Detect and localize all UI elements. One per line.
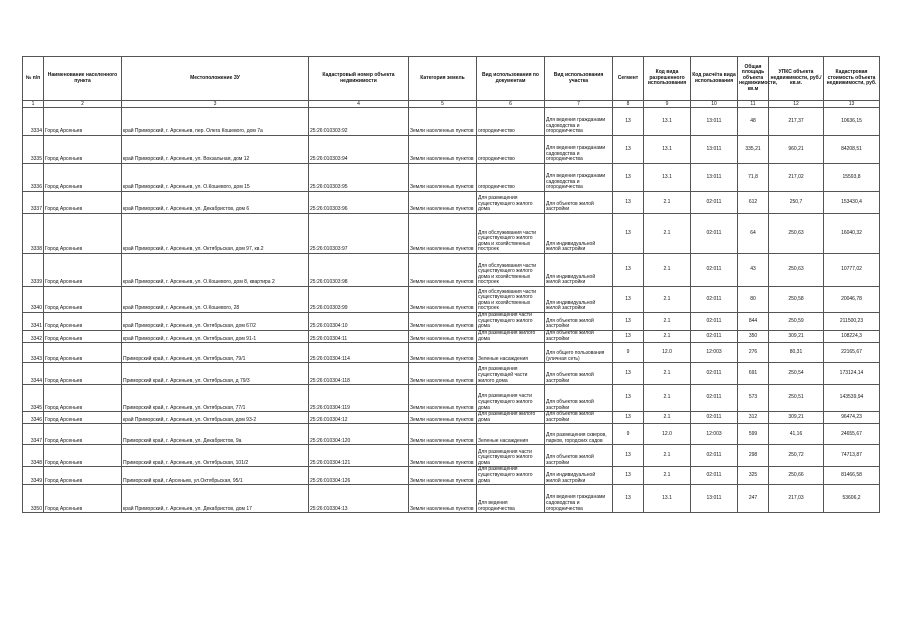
permitted-use-code: 2.1: [644, 467, 691, 485]
column-header: Наименование населенного пункта: [44, 57, 122, 101]
unit-cadastral-value: 250,54: [769, 363, 824, 385]
table-row: [23, 108, 880, 136]
documented-use: Для обслуживания части существующего жилого дома и хозяйственных построек: [477, 287, 545, 313]
land-category: Земли населенных пунктов: [409, 287, 477, 313]
cadastral-number: 25:26:010303:92: [309, 108, 409, 136]
area-value: 844: [738, 313, 769, 331]
column-number: 13: [824, 101, 880, 108]
column-header: № п/п: [23, 57, 44, 101]
documented-use: огородничество: [477, 136, 545, 164]
cadastral-cost: 153430,4: [824, 192, 880, 214]
land-plot-location: край Приморский, г. Арсеньев, ул. Октябрьская, дом 91-1: [122, 331, 309, 343]
cadastral-number: 25:26:010304:114: [309, 343, 409, 363]
land-plot-location: край Приморский, г. Арсеньев, ул. О.Кошевого, дом 8, квартира 2: [122, 254, 309, 287]
unit-cadastral-value: 41,16: [769, 424, 824, 445]
row-number: 3341: [23, 313, 44, 331]
table-row: [23, 313, 880, 331]
table-row: [23, 485, 880, 513]
permitted-use-code: 13.1: [644, 485, 691, 513]
cadastral-number: 25:26:010303:94: [309, 136, 409, 164]
segment: 9: [613, 424, 644, 445]
column-header: Вид использования участка: [545, 57, 613, 101]
table-row: [23, 385, 880, 412]
row-number: 3339: [23, 254, 44, 287]
land-plot-location: Приморский край, г.Арсеньев, ул.Октябрьская, 95/1: [122, 467, 309, 485]
land-category: Земли населенных пунктов: [409, 192, 477, 214]
permitted-use-code: 2.1: [644, 412, 691, 424]
actual-use: Для объектов жилой застройки: [545, 363, 613, 385]
cadastral-cost: 143539,94: [824, 385, 880, 412]
cadastral-number: 25:26:010303:95: [309, 164, 409, 192]
unit-cadastral-value: 250,7: [769, 192, 824, 214]
unit-cadastral-value: 250,63: [769, 254, 824, 287]
column-number: 3: [122, 101, 309, 108]
documented-use: Зеленые насаждения: [477, 343, 545, 363]
row-number: 3336: [23, 164, 44, 192]
row-number: 3340: [23, 287, 44, 313]
actual-use: Для индивидуальной жилой застройки: [545, 287, 613, 313]
unit-cadastral-value: 250,66: [769, 467, 824, 485]
documented-use: Для размещения части существующего жилого дома: [477, 385, 545, 412]
table-row: [23, 445, 880, 467]
cadastral-number: 25:26:010303:98: [309, 254, 409, 287]
cadastral-number: 25:26:010303:97: [309, 214, 409, 254]
table-row: [23, 412, 880, 424]
land-category: Земли населенных пунктов: [409, 485, 477, 513]
land-plot-location: Приморский край, г. Арсеньев, ул. Октябрьская, 101/2: [122, 445, 309, 467]
cadastral-cost: 24655,67: [824, 424, 880, 445]
segment: 13: [613, 445, 644, 467]
segment: 13: [613, 254, 644, 287]
column-number: 10: [691, 101, 738, 108]
cadastral-number: 25:26:010303:96: [309, 192, 409, 214]
calculation-code: 13:011: [691, 485, 738, 513]
unit-cadastral-value: 960,21: [769, 136, 824, 164]
area-value: 599: [738, 424, 769, 445]
land-plot-location: край Приморский, г. Арсеньев, ул. Октябрьская, дом 67/2: [122, 313, 309, 331]
table-row: [23, 192, 880, 214]
land-category: Земли населенных пунктов: [409, 164, 477, 192]
unit-cadastral-value: 309,21: [769, 331, 824, 343]
land-plot-location: край Приморский, г. Арсеньев, ул. Декабристов, дом 17: [122, 485, 309, 513]
cadastral-number: 25:26:010304:10: [309, 313, 409, 331]
settlement-name: Город Арсеньев: [44, 254, 122, 287]
land-plot-location: край Приморский, г. Арсеньев, ул. Вокзальная, дом 12: [122, 136, 309, 164]
table-row: [23, 343, 880, 363]
land-category: Земли населенных пунктов: [409, 331, 477, 343]
column-header: Сегмент: [613, 57, 644, 101]
area-value: 71,8: [738, 164, 769, 192]
cadastral-number: 25:26:010304:11: [309, 331, 409, 343]
area-value: 298: [738, 445, 769, 467]
settlement-name: Город Арсеньев: [44, 287, 122, 313]
row-number: 3344: [23, 363, 44, 385]
settlement-name: Город Арсеньев: [44, 192, 122, 214]
land-plot-location: Приморский край, г. Арсеньев, ул. Октябрьская, 77/1: [122, 385, 309, 412]
actual-use: Для ведения гражданами садоводства и огородничества: [545, 485, 613, 513]
area-value: 612: [738, 192, 769, 214]
permitted-use-code: 2.1: [644, 313, 691, 331]
unit-cadastral-value: 250,63: [769, 214, 824, 254]
documented-use: Для размещения существующего жилого дома: [477, 192, 545, 214]
cadastral-cost: 16040,32: [824, 214, 880, 254]
cadastral-cost: 74713,87: [824, 445, 880, 467]
area-value: 335,21: [738, 136, 769, 164]
column-number: 4: [309, 101, 409, 108]
actual-use: Для индивидуальной жилой застройки: [545, 214, 613, 254]
land-category: Земли населенных пунктов: [409, 254, 477, 287]
table-row: [23, 331, 880, 343]
settlement-name: Город Арсеньев: [44, 485, 122, 513]
permitted-use-code: 12.0: [644, 343, 691, 363]
column-number: 7: [545, 101, 613, 108]
area-value: 43: [738, 254, 769, 287]
calculation-code: 02:011: [691, 331, 738, 343]
documented-use: Зеленые насаждения: [477, 424, 545, 445]
calculation-code: 13:011: [691, 136, 738, 164]
calculation-code: 12:003: [691, 343, 738, 363]
column-number: 8: [613, 101, 644, 108]
column-header: Общая площадь объекта недвижимости, кв.м: [738, 57, 769, 101]
permitted-use-code: 2.1: [644, 287, 691, 313]
table-row: [23, 214, 880, 254]
unit-cadastral-value: 250,72: [769, 445, 824, 467]
cadastral-number: 25:26:010304:120: [309, 424, 409, 445]
actual-use: Для ведения гражданами садоводства и огородничества: [545, 108, 613, 136]
permitted-use-code: 2.1: [644, 192, 691, 214]
land-category: Земли населенных пунктов: [409, 445, 477, 467]
cadastral-number: 25:26:010304:126: [309, 467, 409, 485]
cadastral-cost: 211500,23: [824, 313, 880, 331]
cadastral-cost: 15593,8: [824, 164, 880, 192]
unit-cadastral-value: 217,03: [769, 485, 824, 513]
settlement-name: Город Арсеньев: [44, 424, 122, 445]
cadastral-number: 25:26:010304:13: [309, 485, 409, 513]
unit-cadastral-value: 250,59: [769, 313, 824, 331]
settlement-name: Город Арсеньев: [44, 445, 122, 467]
column-number: 5: [409, 101, 477, 108]
documented-use: Для размещения части существующего жилого дома: [477, 445, 545, 467]
segment: 13: [613, 363, 644, 385]
column-header: Кадастровая стоимость объекта недвижимости, руб.: [824, 57, 880, 101]
land-category: Земли населенных пунктов: [409, 108, 477, 136]
table-row: [23, 164, 880, 192]
unit-cadastral-value: 309,21: [769, 412, 824, 424]
segment: 13: [613, 214, 644, 254]
calculation-code: 02:011: [691, 254, 738, 287]
actual-use: Для объектов жилой застройки: [545, 445, 613, 467]
row-number: 3350: [23, 485, 44, 513]
calculation-code: 02:011: [691, 287, 738, 313]
settlement-name: Город Арсеньев: [44, 343, 122, 363]
land-plot-location: край Приморский, г. Арсеньев, ул. Декабристов, дом 6: [122, 192, 309, 214]
row-number: 3349: [23, 467, 44, 485]
segment: 13: [613, 192, 644, 214]
column-number: 11: [738, 101, 769, 108]
actual-use: Для ведения гражданами садоводства и огородничества: [545, 164, 613, 192]
area-value: 691: [738, 363, 769, 385]
documented-use: Для обслуживания части существующего жилого дома и хозяйственных построек: [477, 254, 545, 287]
calculation-code: 12:003: [691, 424, 738, 445]
row-number: 3347: [23, 424, 44, 445]
unit-cadastral-value: 80,31: [769, 343, 824, 363]
calculation-code: 02:011: [691, 445, 738, 467]
permitted-use-code: 2.1: [644, 385, 691, 412]
settlement-name: Город Арсеньев: [44, 108, 122, 136]
row-number: 3337: [23, 192, 44, 214]
land-category: Земли населенных пунктов: [409, 343, 477, 363]
column-header: Код вида разрешенного использования: [644, 57, 691, 101]
land-plot-location: край Приморский, г. Арсеньев, пер. Олега Кошевого, дом 7а: [122, 108, 309, 136]
column-header: Код расчёта вида использования: [691, 57, 738, 101]
documented-use: огородничество: [477, 108, 545, 136]
segment: 13: [613, 412, 644, 424]
segment: 13: [613, 385, 644, 412]
documented-use: Для размещения жилого дома: [477, 331, 545, 343]
land-plot-location: Приморский край, г. Арсеньев, ул. Декабристов, 9а: [122, 424, 309, 445]
unit-cadastral-value: 250,58: [769, 287, 824, 313]
land-category: Земли населенных пунктов: [409, 467, 477, 485]
cadastral-cost: 84208,51: [824, 136, 880, 164]
row-number: 3348: [23, 445, 44, 467]
cadastral-cost: 10777,02: [824, 254, 880, 287]
column-header: Местоположение ЗУ: [122, 57, 309, 101]
area-value: 573: [738, 385, 769, 412]
permitted-use-code: 2.1: [644, 254, 691, 287]
cadastral-cost: 81466,58: [824, 467, 880, 485]
documented-use: Для обслуживания части существующего жилого дома и хозяйственных построек: [477, 214, 545, 254]
permitted-use-code: 2.1: [644, 445, 691, 467]
segment: 13: [613, 485, 644, 513]
area-value: 312: [738, 412, 769, 424]
column-header: Вид использования по документам: [477, 57, 545, 101]
actual-use: Для объектов жилой застройки: [545, 385, 613, 412]
cadastral-cost: 96474,23: [824, 412, 880, 424]
cadastral-cost: 22165,67: [824, 343, 880, 363]
documented-use: Для размещения существующего жилого дома: [477, 467, 545, 485]
actual-use: Для объектов жилой застройки: [545, 313, 613, 331]
settlement-name: Город Арсеньев: [44, 214, 122, 254]
land-category: Земли населенных пунктов: [409, 214, 477, 254]
land-category: Земли населенных пунктов: [409, 424, 477, 445]
settlement-name: Город Арсеньев: [44, 412, 122, 424]
documented-use: Для размещения части существующего жилого дома: [477, 313, 545, 331]
cadastral-number: 25:26:010304:12: [309, 412, 409, 424]
actual-use: Для общего пользования (уличная сеть): [545, 343, 613, 363]
land-category: Земли населенных пунктов: [409, 363, 477, 385]
row-number: 3335: [23, 136, 44, 164]
header-row: [23, 57, 880, 101]
actual-use: Для индивидуальной жилой застройки: [545, 467, 613, 485]
cadastral-cost: 173124,14: [824, 363, 880, 385]
actual-use: Для ведения гражданами садоводства и огородничества: [545, 136, 613, 164]
segment: 13: [613, 313, 644, 331]
spreadsheet-page: [22, 56, 879, 513]
area-value: 80: [738, 287, 769, 313]
segment: 13: [613, 164, 644, 192]
settlement-name: Город Арсеньев: [44, 363, 122, 385]
segment: 13: [613, 467, 644, 485]
permitted-use-code: 13.1: [644, 136, 691, 164]
permitted-use-code: 2.1: [644, 214, 691, 254]
cadastral-cost: 10636,15: [824, 108, 880, 136]
segment: 13: [613, 136, 644, 164]
permitted-use-code: 13.1: [644, 108, 691, 136]
calculation-code: 02:011: [691, 363, 738, 385]
segment: 13: [613, 331, 644, 343]
settlement-name: Город Арсеньев: [44, 164, 122, 192]
cadastral-number: 25:26:010304:118: [309, 363, 409, 385]
cadastral-number: 25:26:010304:121: [309, 445, 409, 467]
calculation-code: 13:011: [691, 164, 738, 192]
land-category: Земли населенных пунктов: [409, 412, 477, 424]
table-row: [23, 136, 880, 164]
row-number: 3345: [23, 385, 44, 412]
calculation-code: 02:011: [691, 214, 738, 254]
land-plot-location: Приморский край, г. Арсеньев, ул. Октябрьская, 79/1: [122, 343, 309, 363]
settlement-name: Город Арсеньев: [44, 136, 122, 164]
column-number: 9: [644, 101, 691, 108]
permitted-use-code: 12.0: [644, 424, 691, 445]
land-plot-location: край Приморский, г. Арсеньев, ул. Октябрьская, дом 97, кв.2: [122, 214, 309, 254]
settlement-name: Город Арсеньев: [44, 331, 122, 343]
settlement-name: Город Арсеньев: [44, 385, 122, 412]
actual-use: Для объектов жилой застройки: [545, 412, 613, 424]
unit-cadastral-value: 217,02: [769, 164, 824, 192]
column-header: УПКС объекта недвижимости, руб./кв.м.: [769, 57, 824, 101]
actual-use: Для размещения скверов, парков, городских садов: [545, 424, 613, 445]
land-plot-location: Приморский край, г. Арсеньев, ул. Октябрьская, д 79/3: [122, 363, 309, 385]
actual-use: Для объектов жилой застройки: [545, 192, 613, 214]
segment: 13: [613, 108, 644, 136]
column-number-row: [23, 101, 880, 108]
column-header: Кадастровый номер объекта недвижимости: [309, 57, 409, 101]
permitted-use-code: 13.1: [644, 164, 691, 192]
area-value: 247: [738, 485, 769, 513]
calculation-code: 02:011: [691, 192, 738, 214]
calculation-code: 02:011: [691, 412, 738, 424]
land-category: Земли населенных пунктов: [409, 385, 477, 412]
column-number: 1: [23, 101, 44, 108]
column-header: Категория земель: [409, 57, 477, 101]
calculation-code: 02:011: [691, 467, 738, 485]
row-number: 3334: [23, 108, 44, 136]
actual-use: Для объектов жилой застройки: [545, 331, 613, 343]
calculation-code: 02:011: [691, 313, 738, 331]
unit-cadastral-value: 217,37: [769, 108, 824, 136]
unit-cadastral-value: 250,51: [769, 385, 824, 412]
area-value: 64: [738, 214, 769, 254]
permitted-use-code: 2.1: [644, 363, 691, 385]
land-category: Земли населенных пунктов: [409, 136, 477, 164]
documented-use: Для размещения существующей части жилого дома: [477, 363, 545, 385]
actual-use: Для индивидуальной жилой застройки: [545, 254, 613, 287]
calculation-code: 02:011: [691, 385, 738, 412]
cadastral-cost: 108224,3: [824, 331, 880, 343]
land-category: Земли населенных пунктов: [409, 313, 477, 331]
segment: 13: [613, 287, 644, 313]
settlement-name: Город Арсеньев: [44, 467, 122, 485]
land-plot-location: край Приморский, г. Арсеньев, ул. О.Кошевого, дом 15: [122, 164, 309, 192]
area-value: 276: [738, 343, 769, 363]
cadastral-number: 25:26:010304:119: [309, 385, 409, 412]
cadastral-cost: 20046,78: [824, 287, 880, 313]
permitted-use-code: 2.1: [644, 331, 691, 343]
segment: 9: [613, 343, 644, 363]
area-value: 48: [738, 108, 769, 136]
row-number: 3343: [23, 343, 44, 363]
table-row: [23, 254, 880, 287]
documented-use: Для ведения огородничества: [477, 485, 545, 513]
calculation-code: 13:011: [691, 108, 738, 136]
settlement-name: Город Арсеньев: [44, 313, 122, 331]
cadastral-cost: 53606,2: [824, 485, 880, 513]
table-row: [23, 287, 880, 313]
area-value: 350: [738, 331, 769, 343]
row-number: 3342: [23, 331, 44, 343]
land-plot-location: край Приморский, г. Арсеньев, ул. Октябрьская, дом 93-2: [122, 412, 309, 424]
table-row: [23, 467, 880, 485]
column-number: 12: [769, 101, 824, 108]
row-number: 3346: [23, 412, 44, 424]
cadastral-value-table: [22, 56, 880, 513]
table-row: [23, 363, 880, 385]
documented-use: огородничество: [477, 164, 545, 192]
land-plot-location: край Приморский, г. Арсеньев, ул. О.Кошевого, 28: [122, 287, 309, 313]
documented-use: Для размещения жилого дома: [477, 412, 545, 424]
column-number: 2: [44, 101, 122, 108]
table-row: [23, 424, 880, 445]
area-value: 325: [738, 467, 769, 485]
column-number: 6: [477, 101, 545, 108]
cadastral-number: 25:26:010303:99: [309, 287, 409, 313]
row-number: 3338: [23, 214, 44, 254]
